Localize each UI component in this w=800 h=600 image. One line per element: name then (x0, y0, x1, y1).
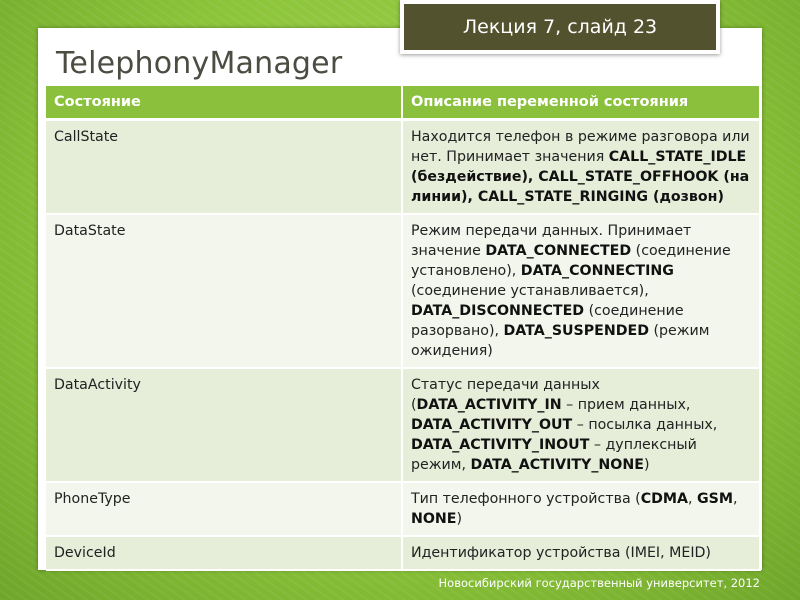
desc-text: ) (643, 457, 650, 473)
desc-constant: DATA_CONNECTED (485, 243, 632, 259)
table-header-row (46, 86, 760, 120)
desc-constant: DATA_ACTIVITY_INOUT (411, 437, 590, 453)
state-cell: CallState (46, 120, 402, 215)
description-cell (402, 482, 760, 536)
desc-text: Находится телефон в режиме разговора или нет. Принимает значения (411, 129, 750, 165)
desc-constant: DATA_DISCONNECTED (411, 303, 585, 319)
desc-text: (соединение установлено), (411, 243, 731, 279)
slide-label: Лекция 7, слайд 23 (400, 0, 720, 54)
description-cell (402, 120, 760, 215)
state-cell: DataState (46, 214, 402, 368)
desc-text: Режим передачи данных. Принимает значение (411, 223, 692, 259)
desc-text: ) (456, 511, 463, 527)
desc-constant: CDMA (640, 491, 688, 507)
desc-constant: DATA_ACTIVITY_NONE (470, 457, 644, 473)
desc-text: (режим ожидения) (411, 323, 710, 359)
state-cell: DataActivity (46, 368, 402, 482)
slide-title: TelephonyManager (56, 46, 343, 81)
desc-text: Идентификатор устройства (IMEI, MEID) (411, 545, 711, 561)
table-row (46, 120, 760, 215)
desc-text: (соединение устанавливается), (411, 283, 649, 299)
desc-constant: DATA_CONNECTING (520, 263, 674, 279)
header-description: Описание переменной состояния (402, 86, 760, 120)
state-table (46, 86, 761, 571)
desc-constant: DATA_ACTIVITY_IN (416, 397, 562, 413)
desc-text: Тип телефонного устройства ( (411, 491, 641, 507)
table-row (46, 536, 760, 570)
table-row (46, 482, 760, 536)
slide-footer: Новосибирский государственный университет, 2012 (438, 576, 760, 590)
desc-constant: GSM (697, 491, 733, 507)
state-cell: PhoneType (46, 482, 402, 536)
desc-constant: CALL_STATE_IDLE (бездействие), CALL_STATE_OFFHOOK (на линии), CALL_STATE_RINGING (дозвон) (411, 149, 750, 205)
desc-constant: DATA_ACTIVITY_OUT (411, 417, 573, 433)
table-row (46, 368, 760, 482)
description-cell (402, 536, 760, 570)
desc-text: – посылка данных, (576, 417, 718, 433)
desc-constant: NONE (411, 511, 457, 527)
table-row (46, 214, 760, 368)
desc-text: – дуплексный режим, (411, 437, 697, 473)
description-cell (402, 214, 760, 368)
header-state: Состояние (46, 86, 402, 120)
desc-text: – прием данных, (566, 397, 691, 413)
desc-text: , (733, 491, 738, 507)
desc-constant: DATA_SUSPENDED (503, 323, 649, 339)
desc-text: , (687, 491, 693, 507)
description-cell (402, 368, 760, 482)
desc-text: (соединение разорвано), (411, 303, 684, 339)
desc-text: Статус передачи данных ( (411, 377, 600, 413)
state-cell: DeviceId (46, 536, 402, 570)
